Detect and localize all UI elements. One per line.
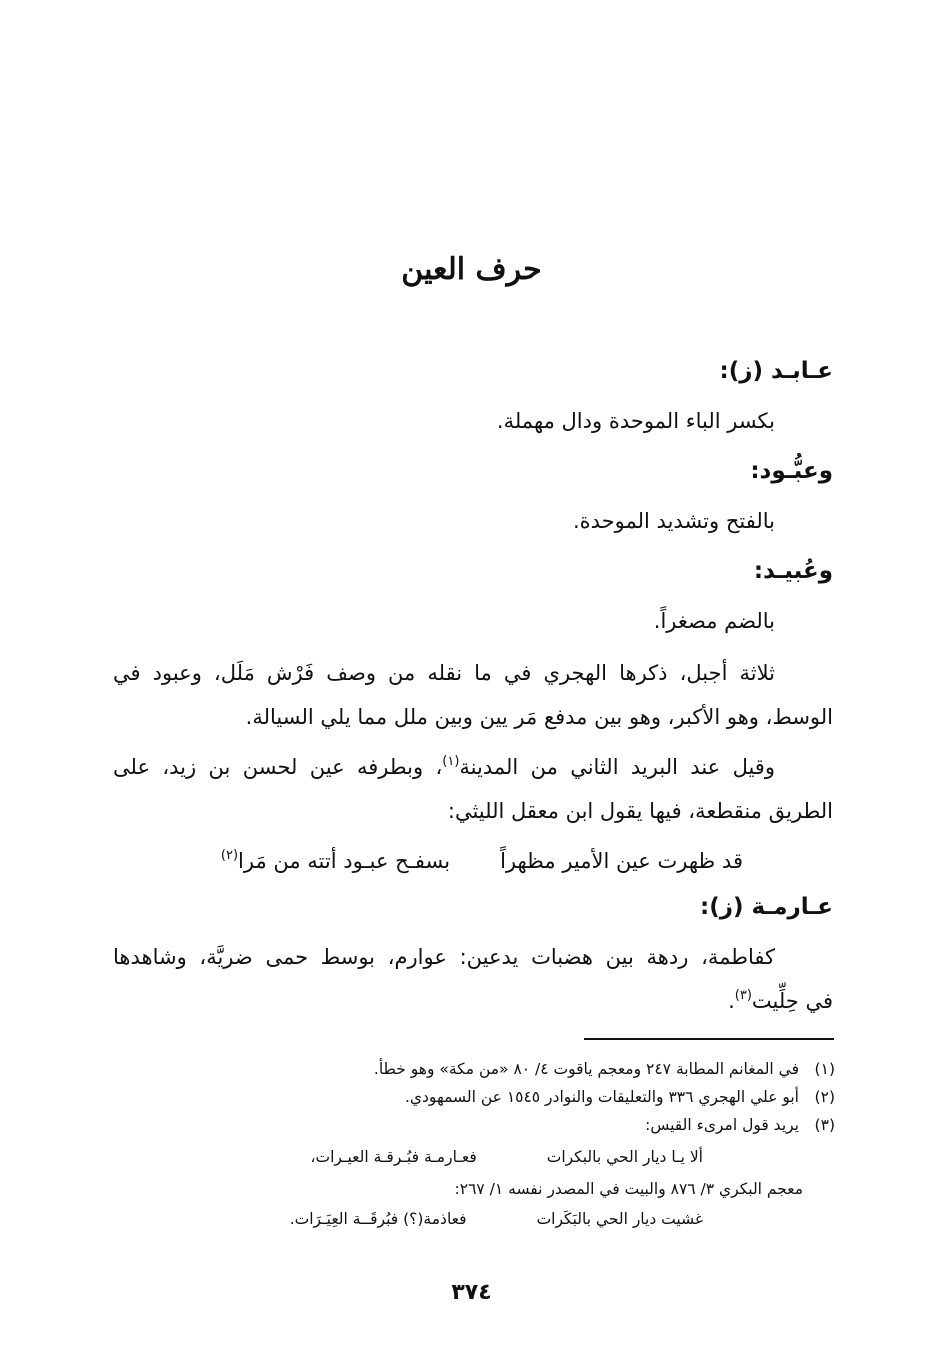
- paragraph-3-line-2: [728, 986, 833, 1016]
- paragraph-2-text-a: وقيل عند البريد الثاني من المدينة: [459, 755, 775, 779]
- paragraph-3-text: في حِلِّيت: [751, 989, 833, 1013]
- verse-second-hemistich-wrap: [221, 846, 450, 876]
- entry-headword-abid: عـابـد (ز):: [719, 358, 833, 384]
- page-number: ٣٧٤: [451, 1280, 492, 1305]
- paragraph-3-line-1: كفاطمة، ردهة بين هضبات يدعين: عوارم، بوسط حمى ضريَّة، وشاهدها: [113, 945, 775, 969]
- paragraph-2-line-1: [113, 752, 833, 782]
- poem-verse: [221, 846, 743, 876]
- entry-headword-ubaid: وعُبيـد:: [753, 558, 833, 584]
- footnote-3-text: يريد قول امرىء القيس:: [645, 1116, 799, 1134]
- footnote-ref-3[interactable]: (٣): [734, 988, 752, 1003]
- footnote-1-number: (١): [814, 1060, 835, 1078]
- paragraph-1-line-2: الوسط، وهو الأكبر، وهو بين مدفع مَر يين وبين ملل مما يلي السيالة.: [245, 705, 833, 729]
- footnote-2-text: أبو علي الهجري ٣٣٦ والتعليقات والنوادر ١٥٤٥ عن السمهودي.: [404, 1088, 799, 1106]
- footnote-3-number: (٣): [814, 1116, 835, 1134]
- chapter-title: حرف العين: [401, 252, 542, 287]
- entry-body-abbud: بالفتح وتشديد الموحدة.: [572, 509, 775, 533]
- footnote-verse-2-first: غشيت ديار الحي بالبَكَرات: [536, 1210, 703, 1228]
- footnote-verse-2-second: فعاذمة(؟) فبُرقَــة العِيَـرَات.: [289, 1210, 467, 1228]
- verse-second-hemistich: بسفـح عبـود أتته من مَرا: [238, 849, 451, 873]
- footnote-ref-1[interactable]: (١): [442, 754, 460, 769]
- entry-headword-arima: عـارمـة (ز):: [700, 894, 833, 920]
- entry-headword-abbud: وعبُّـود:: [750, 458, 833, 484]
- verse-first-hemistich: قد ظهرت عين الأمير مظهراً: [500, 849, 743, 873]
- footnote-1: [374, 1058, 835, 1080]
- paragraph-2-line-2: الطريق منقطعة، فيها يقول ابن معقل الليثي:: [447, 799, 833, 823]
- footnote-separator: [584, 1038, 834, 1040]
- paragraph-2-text-b: ، وبطرفه عين لحسن بن زيد، على: [113, 755, 443, 779]
- footnote-source-line: معجم البكري ٣/ ٨٧٦ والبيت في المصدر نفسه ١/ ٢٦٧:: [454, 1180, 803, 1198]
- footnote-verse-1-first: ألا يـا ديار الحي بالبكرات: [546, 1148, 703, 1166]
- footnote-2: [405, 1086, 835, 1108]
- paragraph-1-line-1: ثلاثة أجبل، ذكرها الهجري في ما نقله من وصف فَرْش مَلَل، وعبود في: [113, 661, 775, 685]
- entry-body-abid: بكسر الباء الموحدة ودال مهملة.: [496, 409, 775, 433]
- paragraph-3-end: .: [728, 989, 735, 1013]
- footnote-verse-1-second: فعـارمـة فبُـرقـة العيـرات،: [310, 1148, 477, 1166]
- footnote-verse-1: [310, 1146, 703, 1168]
- footnote-1-text: في المغانم المطابة ٢٤٧ ومعجم ياقوت ٤/ ٨٠ «من مكة» وهو خطأ.: [373, 1060, 799, 1078]
- footnote-verse-2: [290, 1208, 703, 1230]
- entry-body-ubaid: بالضم مصغراً.: [653, 609, 775, 633]
- footnote-3: [645, 1114, 835, 1136]
- footnote-2-number: (٢): [814, 1088, 835, 1106]
- footnote-ref-2[interactable]: (٢): [220, 848, 239, 863]
